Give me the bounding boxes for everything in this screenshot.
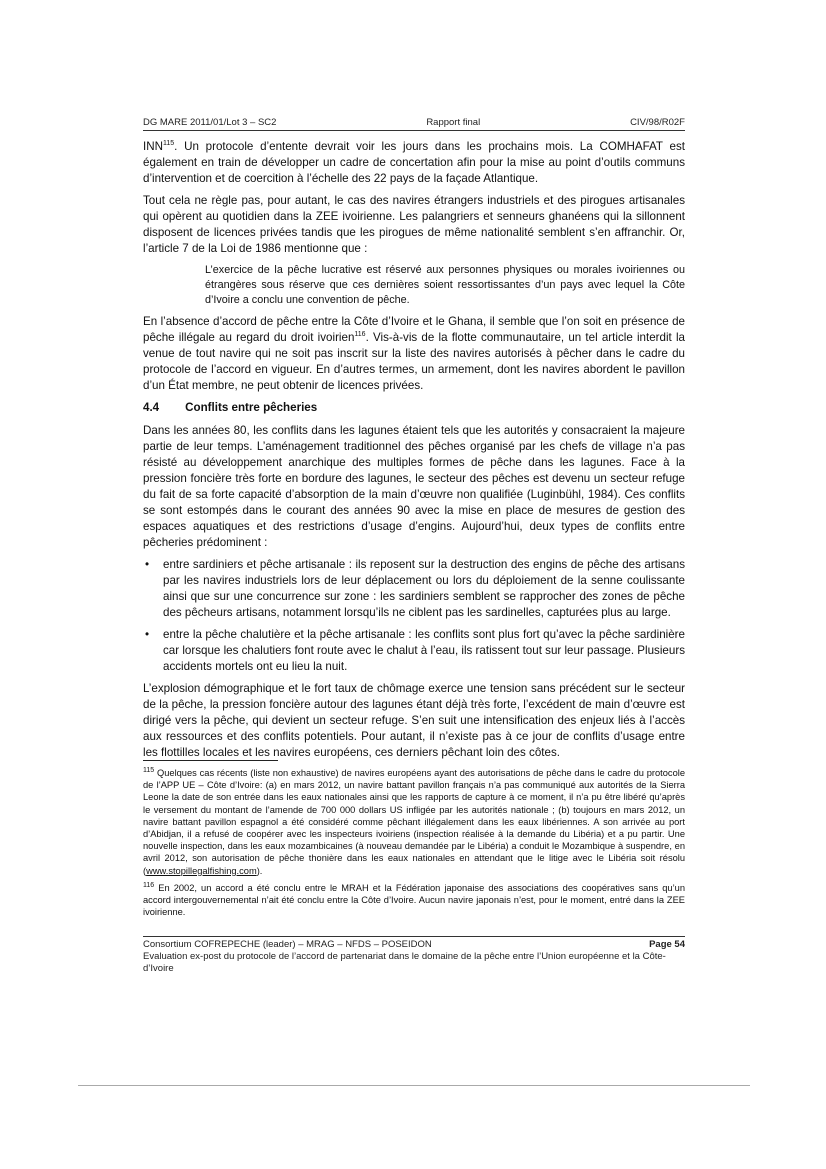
footnote-ref-116[interactable]: 116 <box>354 331 366 339</box>
paragraph-2: Tout cela ne règle pas, pour autant, le cas des navires étrangers industriels et des pirogues artisanales qui opèrent au quotidien dans la ZEE ivoirienne. Les palangriers et senneurs ghanéens qui la sillonnent disposent de licences privées tandis que les pirogues de même nationalité semblent s’en affranchir. Or, l’article 7 de la Loi de 1986 mentionne que : <box>143 194 685 255</box>
footnote-ref-115[interactable]: 115 <box>162 140 175 148</box>
document-body <box>143 139 685 767</box>
paragraph-4: Dans les années 80, les conflits dans les lagunes étaient tels que les autorités y consacraient la majeure partie de leur temps. L’aménagement traditionnel des pêches organisé par les chefs de village n’a pas résisté au développement anarchique des multiples formes de pêche dans les lagunes. Face à la pression foncière très forte en bordure des lagunes, le secteur des pêches est devenu un secteur refuge du fait de sa forte capacité d’absorption de la main d’œuvre non qualifiée (Luginbühl, 1984). Ces conflits se sont estompés dans le courant des années 90 avec la mise en place de mesures de gestion des espaces aquatiques et des restrictions d’usage d’engins. Aujourd’hui, deux types de conflits entre pêcheries prédominent : <box>143 424 685 549</box>
paragraph-1: INN$^{115}$. Un protocole d’entente devrait voir les jours dans les prochains mois. La COMHAFAT est également en train de développer un cadre de concertation afin pour la mise au point d’outils communs d’intervention et de coercition à l’échelle des 22 pays de la façade Atlantique. <box>143 140 685 185</box>
list-item: • entre la pêche chalutière et la pêche artisanale : les conflits sont plus fort qu’avec la pêche sardinière car lorsque les chalutiers font route avec le chalut à l’eau, ils ratissent tout sur leur passage. Plusieurs accidents mortels ont eu lieu la nuit. <box>145 628 685 673</box>
section-title: Conflits entre pêcheries <box>185 401 318 414</box>
header-title: Rapport final <box>426 117 481 128</box>
page-footer <box>143 936 685 975</box>
section-number: 4.4 <box>143 401 160 414</box>
stopillegalfishing-link[interactable]: www.stopillegalfishing.com <box>146 865 257 876</box>
page-bottom-divider <box>78 1085 750 1086</box>
footnote-116: $^{116}$ En 2002, un accord a été conclu entre le MRAH et la Fédération japonaise des associations des coopératives sans qu’un accord intergouvernemental n’ait été conclu entre la Côte d’Ivoire. Aucun navire japonais n’est, pour le moment, entré dans la ZEE ivoirienne. <box>143 881 685 918</box>
bullet-icon: • <box>145 628 150 641</box>
list-item: • entre sardiniers et pêche artisanale : ils reposent sur la destruction des engins de pêche des artisans par les navires industriels lors de leur déplacement ou lors du déploiement de la senne coulissante ainsi que sur une concurrence sur zone : les sardiniers semblent se rapprocher des zones de pêche des pêcheurs artisans, notamment lorsqu’ils ne ciblent pas les sardinelles, capturées plus au large. <box>145 558 685 619</box>
bullet-icon: • <box>145 558 150 571</box>
conflict-list <box>143 557 685 675</box>
footer-consortium: Consortium COFREPECHE (leader) – MRAG – NFDS – POSEIDON <box>143 939 432 950</box>
page-number: Page 54 <box>649 939 685 950</box>
footer-subtitle: Evaluation ex-post du protocole de l’accord de partenariat dans le domaine de la pêche entre l’Union européenne et la Côte-d’Ivoire <box>143 951 666 974</box>
paragraph-5: L’explosion démographique et le fort taux de chômage exerce une tension sans précédent sur le secteur de la pêche, la pression foncière autour des lagunes étant déjà très forte, l’excédent de main d’œuvre est dirigé vers la pêche, qui devient un secteur refuge. S’en suit une intensification des enjeux liés à l’accès aux ressources et des conflits potentiels. Pour autant, il n’existe pas à ce jour de conflits d’usage entre les flottilles locales et les navires européens, ces derniers pêchant loin des côtes. <box>143 682 685 759</box>
header-reference: DG MARE 2011/01/Lot 3 – SC2 <box>143 117 277 128</box>
header-code: CIV/98/R02F <box>630 117 685 128</box>
footnotes <box>143 767 685 923</box>
section-heading <box>143 400 685 416</box>
law-quote: L’exercice de la pêche lucrative est réservé aux personnes physiques ou morales ivoiriennes ou étrangères sous réserve que ces dernières soient ressortissantes d’un pays avec lequel la Côte d’Ivoire a conclu une convention de pêche. <box>205 264 685 306</box>
paragraph-3: En l’absence d’accord de pêche entre la Côte d’Ivoire et le Ghana, il semble que l’on soit en présence de pêche illégale au regard du droit ivoirien$^{116}$. Vis-à-vis de la flotte communautaire, un tel article interdit la venue de tout navire qui ne soit pas inscrit sur la liste des navires autorisés à pêcher dans le cadre du protocole de l’accord en vigueur. En d’autres termes, un armement, dont les navires abordent le pavillon d’un État membre, ne peut obtenir de licences privées. <box>143 315 685 392</box>
footnote-115: $^{115}$ Quelques cas récents (liste non exhaustive) de navires européens ayant des autorisations de pêche dans le cadre du protocole de l’APP UE – Côte d’Ivoire: (a) en mars 2012, un navire battant pavillon français n’a pas communiqué aux autorités de la Sierra Leone la date de son entrée dans les eaux nationales ainsi que les rapports de capture à ce moment, il n’a pu être libéré qu’après le versement du montant de l’amende de 700 000 dollars US infligée par les autorités nationale ; (b) toujours en mars 2012, un navire battant pavillon espagnol a été considéré comme pêchant illégalement dans les eaux libériennes. A son arrivée au port d’Abidjan, il a refusé de coopérer avec les inspecteurs ivoiriens (inspection réalisée à la demande du Libéria) et a pu partir. Une nouvelle inspection, dans les eaux mozambicaines (à nouveau demandée par le Libéria) a conduit le Mozambique à suspendre, en avril 2012, son autorisation de pêche thonière dans les eaux nationales en attendant que le litige avec le Libéria soit résolu (www.stopillegalfishing.com). <box>143 766 685 876</box>
footnote-separator <box>143 760 278 761</box>
page-header <box>143 117 685 131</box>
